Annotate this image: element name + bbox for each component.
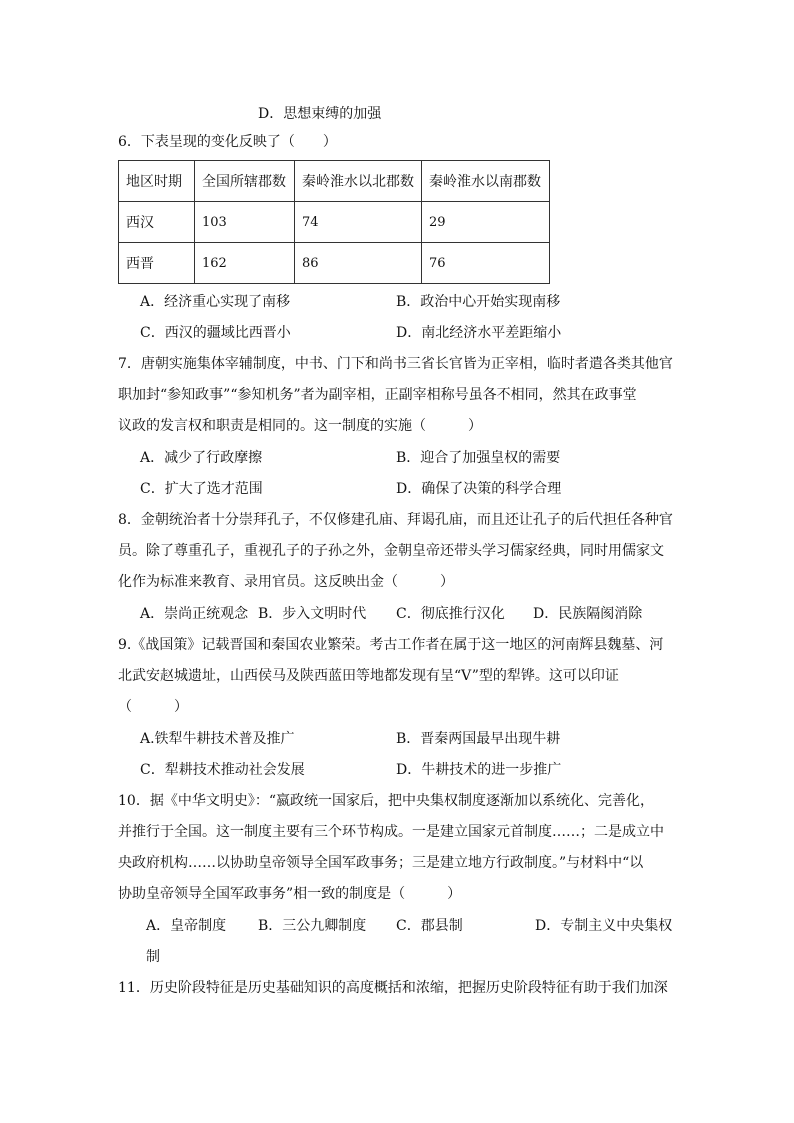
q11-line-1: 11．历史阶段特征是历史基础知识的高度概括和浓缩，把握历史阶段特征有助于我们加深 xyxy=(118,980,668,996)
q10-line-2: 并推行于全国。这一制度主要有三个环节构成。一是建立国家元首制度……；二是成立中 xyxy=(118,824,664,840)
q8-line-1: 8．金朝统治者十分崇拜孔子，不仅修建孔庙、拜谒孔庙，而且还让孔子的后代担任各种官 xyxy=(118,512,673,528)
table-header-cell: 地区时期 xyxy=(119,161,195,202)
table-row xyxy=(119,202,550,243)
q10-line-1: 10．据《中华文明史》：“嬴政统一国家后，把中央集权制度逐渐加以系统化、完善化， xyxy=(118,793,654,809)
q9-line-3: （ ） xyxy=(118,699,188,715)
q10-option-b: B．三公九卿制度 xyxy=(258,918,367,934)
table-cell: 西汉 xyxy=(119,202,195,243)
q6-option-a: A．经济重心实现了南移 xyxy=(140,294,291,310)
q9-line-2: 北武安赵城遗址，山西侯马及陕西蓝田等地都发现有呈“V”型的犁铧。这可以印证 xyxy=(118,668,619,684)
q7-option-d: D．确保了决策的科学合理 xyxy=(396,481,562,497)
q8-option-a: A．崇尚正统观念 xyxy=(140,606,249,622)
q7-line-3: 议政的发言权和职责是相同的。这一制度的实施（ ） xyxy=(118,418,482,434)
q10-option-c: C．郡县制 xyxy=(396,918,463,934)
q9-option-c: C．犁耕技术推动社会发展 xyxy=(140,762,305,778)
q9-option-b: B．晋秦两国最早出现牛耕 xyxy=(396,731,561,747)
q6-table xyxy=(118,160,550,284)
q8-line-2: 员。除了尊重孔子，重视孔子的子孙之外，金朝皇帝还带头学习儒家经典，同时用儒家文 xyxy=(118,543,664,559)
q7-line-1: 7．唐朝实施集体宰辅制度，中书、门下和尚书三省长官皆为正宰相，临时者遣各类其他官 xyxy=(118,356,673,372)
q8-option-b: B．步入文明时代 xyxy=(258,606,367,622)
table-cell: 西晋 xyxy=(119,243,195,284)
table-header-cell: 秦岭淮水以南郡数 xyxy=(422,161,550,202)
q7-option-a: A．减少了行政摩擦 xyxy=(140,450,263,466)
q9-option-d: D．牛耕技术的进一步推广 xyxy=(396,762,562,778)
q7-option-c: C．扩大了选才范围 xyxy=(140,481,263,497)
table-header-row xyxy=(119,161,550,202)
q10-line-4: 协助皇帝领导全国军政事务”相一致的制度是（ ） xyxy=(118,886,462,902)
q6-option-b: B．政治中心开始实现南移 xyxy=(396,294,561,310)
q6-stem: 6．下表呈现的变化反映了（ ） xyxy=(118,134,337,150)
q5-option-d: D．思想束缚的加强 xyxy=(258,106,382,122)
table-cell: 103 xyxy=(195,202,295,243)
q7-option-b: B．迎合了加强皇权的需要 xyxy=(396,450,561,466)
q10-line-3: 央政府机构……以协助皇帝领导全国军政事务；三是建立地方行政制度。”与材料中“以 xyxy=(118,855,644,871)
q10-option-d: D．专制主义中央集权 xyxy=(535,918,673,934)
q9-line-1: 9.《战国策》记载晋国和秦国农业繁荣。考古工作者在属于这一地区的河南辉县魏墓、河 xyxy=(118,637,664,653)
table-cell: 86 xyxy=(295,243,422,284)
q7-line-2: 职加封“参知政事”“参知机务”者为副宰相，正副宰相称号虽各不相同，然其在政事堂 xyxy=(118,387,637,403)
q10-option-a: A．皇帝制度 xyxy=(146,918,227,934)
table-row xyxy=(119,243,550,284)
table-header-cell: 全国所辖郡数 xyxy=(195,161,295,202)
table-header-cell: 秦岭淮水以北郡数 xyxy=(295,161,422,202)
q9-option-a: A.铁犁牛耕技术普及推广 xyxy=(140,731,295,747)
q8-option-c: C．彻底推行汉化 xyxy=(396,606,505,622)
table-cell: 74 xyxy=(295,202,422,243)
q10-option-d-continuation: 制 xyxy=(146,949,160,965)
table-cell: 29 xyxy=(422,202,550,243)
q6-option-d: D．南北经济水平差距缩小 xyxy=(396,325,562,341)
table-cell: 162 xyxy=(195,243,295,284)
q8-line-3: 化作为标准来教育、录用官员。这反映出金（ ） xyxy=(118,574,454,590)
q8-option-d: D．民族隔阂消除 xyxy=(533,606,643,622)
q6-option-c: C．西汉的疆域比西晋小 xyxy=(140,325,291,341)
table-cell: 76 xyxy=(422,243,550,284)
